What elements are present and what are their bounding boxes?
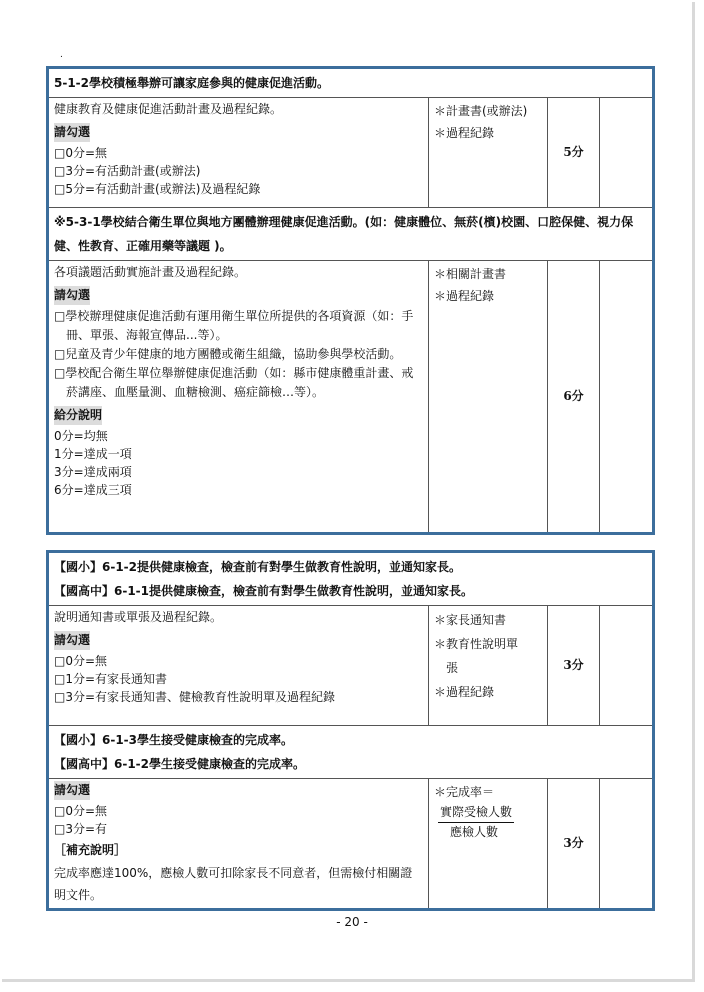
evidence-cell [429, 606, 548, 726]
option-item: □3分=有家長通知書、健檢教育性說明單及過程紀錄 [54, 690, 336, 704]
blank-cell [600, 779, 654, 910]
criterion-header [48, 726, 654, 779]
supplement-text: 完成率應達100%，應檢人數可扣除家長不同意者，但需檢付相關證明文件。 [54, 866, 413, 902]
evidence-item: ＊計畫書(或辦法) [434, 104, 528, 118]
evidence-item: 張 [446, 661, 459, 675]
score-cell: 6分 [548, 261, 600, 534]
supplement-label: ［補充說明］ [54, 843, 127, 857]
criterion-5-1-2-table [46, 66, 655, 535]
option-list [54, 652, 423, 706]
scoring-list [54, 427, 423, 499]
option-item: □3分=有活動計畫(或辦法) [54, 164, 201, 178]
header-high-school: 【國高中】6-1-2學生接受健康檢查的完成率。 [54, 757, 306, 771]
blank-cell [600, 98, 654, 208]
option-list [54, 307, 423, 402]
evidence-item: ＊過程紀錄 [434, 126, 495, 140]
option-item: □5分=有活動計畫(或辦法)及過程紀錄 [54, 182, 261, 196]
criterion-description: 各項議題活動實施計畫及過程紀錄。 [54, 265, 247, 279]
evidence-item: ＊過程紀錄 [434, 289, 495, 303]
completion-rate-label: ＊完成率＝ [434, 785, 495, 799]
evidence-item: ＊家長通知書 [434, 613, 507, 627]
criterion-content [48, 261, 429, 534]
choose-label: 請勾選 [54, 286, 90, 305]
scoring-item: 1分=達成一項 [54, 447, 132, 461]
fraction-denominator: 應檢人數 [450, 825, 499, 839]
option-item: □0分=無 [54, 654, 108, 668]
criterion-header: 5-1-2學校積極舉辦可讓家庭參與的健康促進活動。 [48, 68, 654, 98]
scoring-item: 6分=達成三項 [54, 483, 132, 497]
option-item: □0分=無 [54, 804, 108, 818]
option-item: □學校配合衛生單位舉辦健康促進活動（如：縣市健康體重計畫、戒菸講座、血壓量測、血糖檢測、癌症篩檢…等）。 [54, 366, 414, 399]
header-elementary: 【國小】6-1-3學生接受健康檢查的完成率。 [54, 733, 294, 747]
evidence-item: ＊相關計畫書 [434, 267, 507, 281]
blank-cell [600, 606, 654, 726]
blank-cell [600, 261, 654, 534]
evidence-item: ＊過程紀錄 [434, 685, 495, 699]
header-high-school: 【國高中】6-1-1提供健康檢查，檢查前有對學生做教育性說明，並通知家長。 [54, 584, 474, 598]
page-number: - 20 - [336, 915, 368, 929]
criterion-content [48, 98, 429, 208]
choose-label: 請勾選 [54, 781, 90, 800]
criterion-6-1-table [46, 550, 655, 911]
option-item: □兒童及青少年健康的地方團體或衛生組織，協助參與學校活動。 [54, 347, 402, 361]
scoring-item: 3分=達成兩項 [54, 465, 132, 479]
completion-rate-fraction [438, 803, 514, 842]
option-item: □0分=無 [54, 146, 108, 160]
score-cell: 3分 [548, 606, 600, 726]
choose-label: 請勾選 [54, 631, 90, 650]
evidence-cell [429, 98, 548, 208]
criterion-header [48, 552, 654, 606]
criterion-header: ※5-3-1學校結合衛生單位與地方團體辦理健康促進活動。(如：健康體位、無菸(檳)校園、口腔保健、視力保健、性教育、正確用藥等議題 )。 [48, 208, 654, 261]
scoring-label: 給分說明 [54, 406, 102, 425]
evidence-item: ＊教育性說明單 [434, 637, 519, 651]
criterion-content [48, 606, 429, 726]
score-cell: 5分 [548, 98, 600, 208]
evidence-cell [429, 261, 548, 534]
option-item: □1分=有家長通知書 [54, 672, 168, 686]
option-item: □3分=有 [54, 822, 108, 836]
header-elementary: 【國小】6-1-2提供健康檢查，檢查前有對學生做教育性說明，並通知家長。 [54, 560, 462, 574]
evidence-cell [429, 779, 548, 910]
criterion-content [48, 779, 429, 910]
criterion-description: 說明通知書或單張及過程紀錄。 [54, 610, 223, 624]
option-list [54, 802, 423, 838]
scoring-item: 0分=均無 [54, 429, 108, 443]
choose-label: 請勾選 [54, 123, 90, 142]
score-cell: 3分 [548, 779, 600, 910]
fraction-numerator: 實際受檢人數 [438, 803, 514, 823]
option-item: □學校辦理健康促進活動有運用衛生單位所提供的各項資源（如：手冊、單張、海報宣傳品...等）。 [54, 309, 414, 342]
page-mark: . [60, 50, 63, 60]
criterion-description: 健康教育及健康促進活動計畫及過程紀錄。 [54, 102, 283, 116]
option-list [54, 144, 423, 198]
